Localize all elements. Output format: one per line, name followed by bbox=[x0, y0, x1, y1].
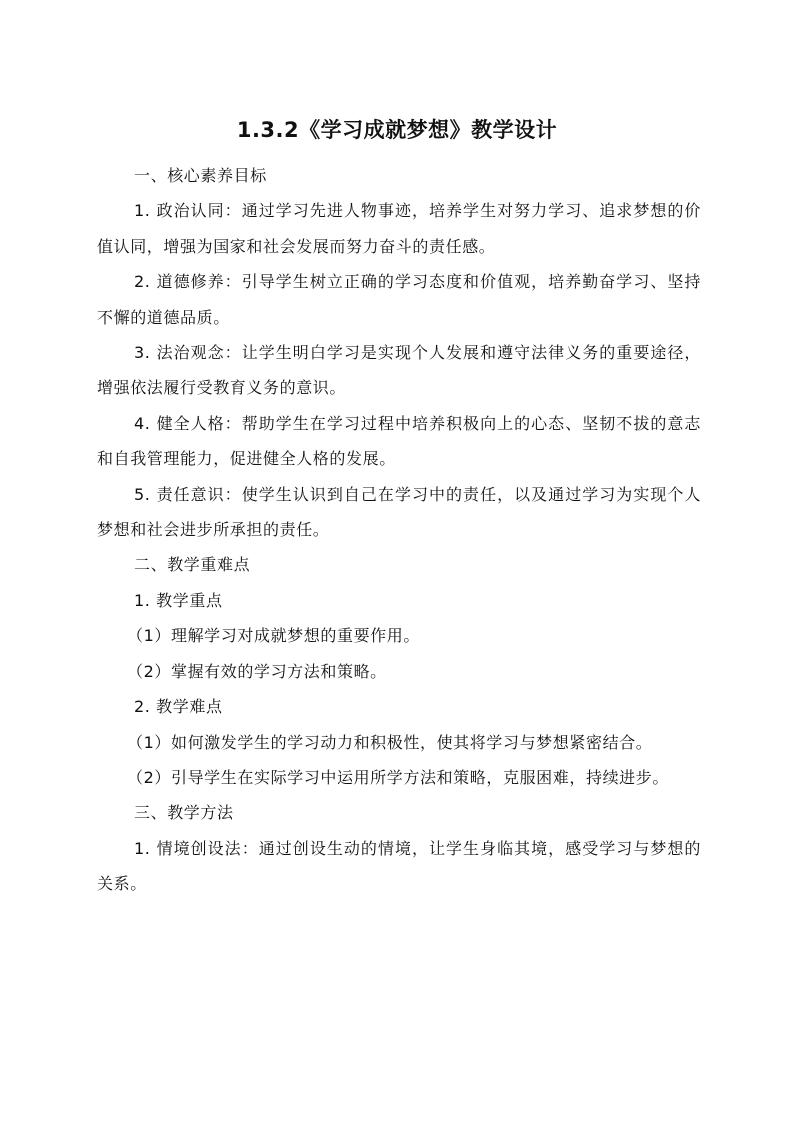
paragraph-rule-of-law: 3. 法治观念：让学生明白学习是实现个人发展和遵守法律义务的重要途径，增强依法履行受教育义务的意识。 bbox=[97, 343, 701, 398]
list-item-difficulty-1: （1）如何激发学生的学习动力和积极性，使其将学习与梦想紧密结合。 bbox=[127, 732, 653, 752]
list-item-focus-2: （2）掌握有效的学习方法和策略。 bbox=[127, 661, 387, 681]
subheading-teaching-difficulty: 2. 教学难点 bbox=[134, 697, 223, 717]
paragraph-sound-personality: 4. 健全人格：帮助学生在学习过程中培养积极向上的心态、坚韧不拔的意志和自我管理能力，促进健全人格的发展。 bbox=[97, 413, 701, 469]
document-title: 1.3.2《学习成就梦想》教学设计 bbox=[236, 118, 558, 142]
section-heading-core-goals: 一、核心素养目标 bbox=[134, 166, 267, 185]
paragraph-responsibility: 5. 责任意识：使学生认识到自己在学习中的责任，以及通过学习为实现个人梦想和社会进步所承担的责任。 bbox=[97, 484, 701, 540]
section-heading-methods: 三、教学方法 bbox=[134, 803, 234, 823]
subheading-teaching-focus: 1. 教学重点 bbox=[134, 590, 223, 610]
list-item-focus-1: （1）理解学习对成就梦想的重要作用。 bbox=[127, 626, 420, 646]
section-heading-key-points: 二、教学重难点 bbox=[134, 555, 251, 575]
paragraph-moral-cultivation: 2. 道德修养：引导学生树立正确的学习态度和价值观，培养勤奋学习、坚持不懈的道德品质。 bbox=[97, 272, 701, 327]
paragraph-political-identity: 1. 政治认同：通过学习先进人物事迹，培养学生对努力学习、追求梦想的价值认同，增强为国家和社会发展而努力奋斗的责任感。 bbox=[97, 201, 701, 256]
paragraph-situation-method: 1. 情境创设法：通过创设生动的情境，让学生身临其境，感受学习与梦想的关系。 bbox=[97, 838, 701, 894]
list-item-difficulty-2: （2）引导学生在实际学习中运用所学方法和策略，克服困难，持续进步。 bbox=[127, 767, 669, 787]
document-body bbox=[97, 158, 701, 902]
